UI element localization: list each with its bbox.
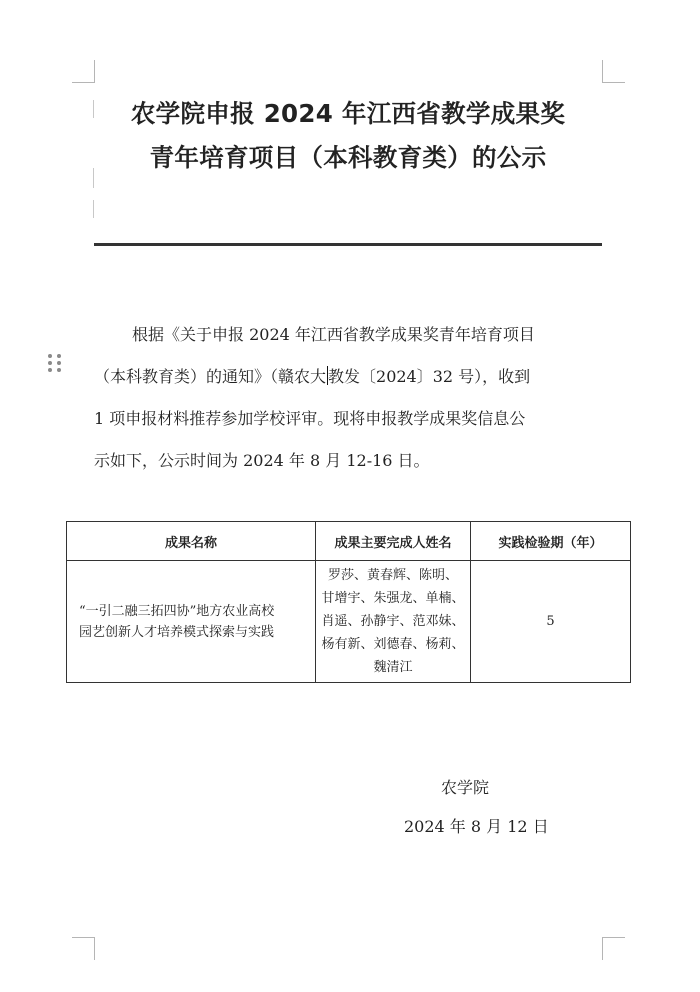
award-info-table — [66, 521, 631, 683]
practice-period-cell: 5 — [471, 561, 631, 683]
crop-mark-top-left — [72, 60, 95, 83]
announcement-body[interactable] — [94, 314, 606, 482]
achievement-name-line: “一引二融三拓四协”地方农业高校 — [79, 603, 275, 619]
table-header-row — [67, 522, 631, 561]
drag-handle-icon[interactable] — [48, 354, 62, 374]
header-completers: 成果主要完成人姓名 — [316, 522, 471, 561]
title-line-1: 农学院申报 2024 年江西省教学成果奖 — [130, 99, 566, 128]
completers-cell — [316, 561, 471, 683]
body-line-2-part-1: （本科教育类）的通知》（赣农大 — [94, 367, 327, 386]
title-line-2: 青年培育项目（本科教育类）的公示 — [149, 143, 547, 172]
signature-organization: 农学院 — [441, 778, 490, 797]
body-line-3: 1 项申报材料推荐参加学校评审。现将申报教学成果奖信息公 — [94, 409, 526, 428]
header-achievement-name: 成果名称 — [67, 522, 316, 561]
document-title — [94, 92, 602, 180]
table-row — [67, 561, 631, 683]
margin-tick — [93, 200, 94, 218]
completers-line: 甘增宇、朱强龙、单楠、 — [321, 591, 465, 606]
body-line-2-part-2: 教发〔2024〕32 号），收到 — [328, 367, 531, 386]
body-line-4: 示如下，公示时间为 2024 年 8 月 12-16 日。 — [94, 451, 430, 470]
completers-line: 杨有新、刘德春、杨莉、 — [321, 637, 465, 652]
crop-mark-bottom-right — [602, 937, 625, 960]
body-line-1: 根据《关于申报 2024 年江西省教学成果奖青年培育项目 — [132, 325, 535, 344]
achievement-name-line: 园艺创新人才培养模式探索与实践 — [79, 624, 275, 640]
signature-date: 2024 年 8 月 12 日 — [404, 817, 549, 836]
completers-line: 罗莎、黄春辉、陈明、 — [327, 568, 458, 583]
body-line-2 — [94, 356, 606, 398]
achievement-name-cell — [67, 561, 316, 683]
crop-mark-top-right — [602, 60, 625, 83]
completers-line: 肖遥、孙静宇、范邓妹、 — [321, 614, 465, 629]
title-divider — [94, 243, 602, 246]
header-practice-period: 实践检验期（年） — [471, 522, 631, 561]
crop-mark-bottom-left — [72, 937, 95, 960]
completers-line: 魏清江 — [373, 660, 413, 675]
